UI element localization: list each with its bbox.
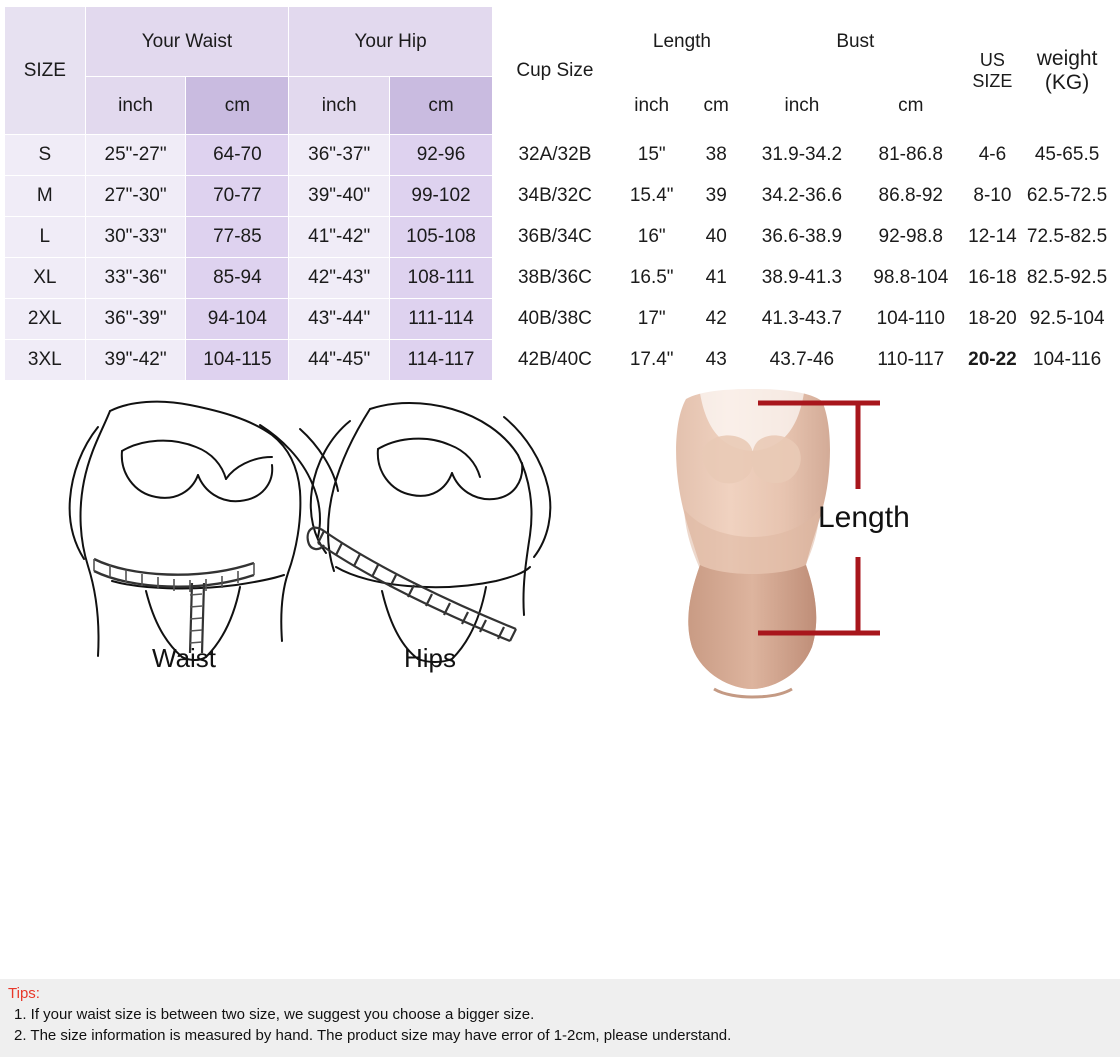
tips-line-1: 1. If your waist size is between two size, we suggest you choose a bigger size.: [14, 1006, 535, 1023]
cell-cup: 42B/40C: [492, 340, 617, 381]
cell-waist-cm: 77-85: [186, 217, 289, 258]
cell-weight: 104-116: [1021, 340, 1114, 381]
cell-hip-cm: 108-111: [390, 258, 493, 299]
cell-length-cm: 42: [686, 299, 746, 340]
cell-length-cm: 38: [686, 135, 746, 176]
length-label: Length: [818, 501, 910, 534]
subheader-length-inch: inch: [617, 77, 686, 135]
measurement-illustrations: [0, 381, 1120, 711]
cell-length-inch: 16": [617, 217, 686, 258]
cell-us-size: 8-10: [964, 176, 1020, 217]
cell-hip-cm: 114-117: [390, 340, 493, 381]
tips-line-2: 2. The size information is measured by hand. The product size may have error of 1-2cm, please understand.: [14, 1027, 732, 1044]
cell-length-cm: 39: [686, 176, 746, 217]
cell-hip-inch: 39"-40": [289, 176, 390, 217]
cell-bust-cm: 110-117: [857, 340, 964, 381]
cell-hip-cm: 105-108: [390, 217, 493, 258]
cell-waist-cm: 94-104: [186, 299, 289, 340]
cell-hip-inch: 43"-44": [289, 299, 390, 340]
table-row: [5, 258, 1114, 299]
cell-size: 2XL: [5, 299, 86, 340]
size-chart-table: [4, 6, 1114, 381]
cell-bust-cm: 81-86.8: [857, 135, 964, 176]
cell-us-size: 4-6: [964, 135, 1020, 176]
table-header-row-group: [5, 7, 1114, 77]
cell-hip-cm: 92-96: [390, 135, 493, 176]
cell-hip-inch: 41"-42": [289, 217, 390, 258]
cell-bust-inch: 41.3-43.7: [746, 299, 857, 340]
cell-length-cm: 40: [686, 217, 746, 258]
hips-measure-illustration: [290, 391, 570, 681]
cell-size: S: [5, 135, 86, 176]
cell-us-size: 12-14: [964, 217, 1020, 258]
cell-size: 3XL: [5, 340, 86, 381]
header-bust: Bust: [746, 7, 964, 77]
header-your-hip: Your Hip: [289, 7, 493, 77]
cell-weight: 92.5-104: [1021, 299, 1114, 340]
cell-waist-inch: 30"-33": [85, 217, 186, 258]
cell-bust-cm: 86.8-92: [857, 176, 964, 217]
table-row: [5, 340, 1114, 381]
cell-bust-inch: 43.7-46: [746, 340, 857, 381]
cell-cup: 36B/34C: [492, 217, 617, 258]
subheader-waist-cm: cm: [186, 77, 289, 135]
cell-weight: 72.5-82.5: [1021, 217, 1114, 258]
cell-bust-inch: 34.2-36.6: [746, 176, 857, 217]
cell-waist-cm: 85-94: [186, 258, 289, 299]
cell-length-cm: 41: [686, 258, 746, 299]
cell-bust-inch: 36.6-38.9: [746, 217, 857, 258]
cell-waist-cm: 104-115: [186, 340, 289, 381]
cell-hip-inch: 44"-45": [289, 340, 390, 381]
header-us-size-line2: SIZE: [972, 70, 1013, 91]
hips-label: Hips: [404, 643, 457, 673]
cell-waist-inch: 25"-27": [85, 135, 186, 176]
cell-waist-cm: 70-77: [186, 176, 289, 217]
cell-length-inch: 15.4": [617, 176, 686, 217]
header-us-size-line1: US: [979, 49, 1005, 70]
cell-cup: 38B/36C: [492, 258, 617, 299]
cell-waist-inch: 39"-42": [85, 340, 186, 381]
header-length: Length: [617, 7, 746, 77]
cell-bust-cm: 92-98.8: [857, 217, 964, 258]
tips-section: [0, 979, 1120, 1057]
cell-weight: 45-65.5: [1021, 135, 1114, 176]
cell-waist-cm: 64-70: [186, 135, 289, 176]
cell-hip-inch: 42"-43": [289, 258, 390, 299]
cell-us-size: 16-18: [964, 258, 1020, 299]
cell-bust-cm: 104-110: [857, 299, 964, 340]
subheader-length-cm: cm: [686, 77, 746, 135]
cell-length-inch: 17": [617, 299, 686, 340]
cell-us-size: 20-22: [964, 340, 1020, 381]
cell-waist-inch: 36"-39": [85, 299, 186, 340]
table-row: [5, 217, 1114, 258]
subheader-hip-inch: inch: [289, 77, 390, 135]
cell-bust-inch: 38.9-41.3: [746, 258, 857, 299]
table-row: [5, 135, 1114, 176]
cell-us-size: 18-20: [964, 299, 1020, 340]
cell-cup: 40B/38C: [492, 299, 617, 340]
cell-length-inch: 16.5": [617, 258, 686, 299]
subheader-bust-cm: cm: [857, 77, 964, 135]
cell-cup: 32A/32B: [492, 135, 617, 176]
tips-title: Tips:: [8, 985, 40, 1002]
table-row: [5, 176, 1114, 217]
cell-length-inch: 15": [617, 135, 686, 176]
header-your-waist: Your Waist: [85, 7, 289, 77]
cell-weight: 82.5-92.5: [1021, 258, 1114, 299]
header-weight-line2: (KG): [1044, 70, 1090, 94]
header-cup-size: Cup Size: [492, 7, 617, 135]
cell-length-cm: 43: [686, 340, 746, 381]
header-size: SIZE: [5, 7, 86, 135]
cell-weight: 62.5-72.5: [1021, 176, 1114, 217]
table-row: [5, 299, 1114, 340]
header-weight: [1021, 7, 1114, 135]
cell-bust-inch: 31.9-34.2: [746, 135, 857, 176]
cell-waist-inch: 33"-36": [85, 258, 186, 299]
waist-label: Waist: [152, 643, 217, 673]
subheader-bust-inch: inch: [746, 77, 857, 135]
cell-size: XL: [5, 258, 86, 299]
cell-length-inch: 17.4": [617, 340, 686, 381]
subheader-hip-cm: cm: [390, 77, 493, 135]
subheader-waist-inch: inch: [85, 77, 186, 135]
cell-size: M: [5, 176, 86, 217]
cell-cup: 34B/32C: [492, 176, 617, 217]
header-weight-line1: weight: [1036, 46, 1098, 70]
size-chart-page: [0, 6, 1120, 1057]
cell-hip-cm: 99-102: [390, 176, 493, 217]
cell-size: L: [5, 217, 86, 258]
cell-hip-cm: 111-114: [390, 299, 493, 340]
cell-waist-inch: 27"-30": [85, 176, 186, 217]
header-us-size: [964, 7, 1020, 135]
cell-bust-cm: 98.8-104: [857, 258, 964, 299]
cell-hip-inch: 36"-37": [289, 135, 390, 176]
